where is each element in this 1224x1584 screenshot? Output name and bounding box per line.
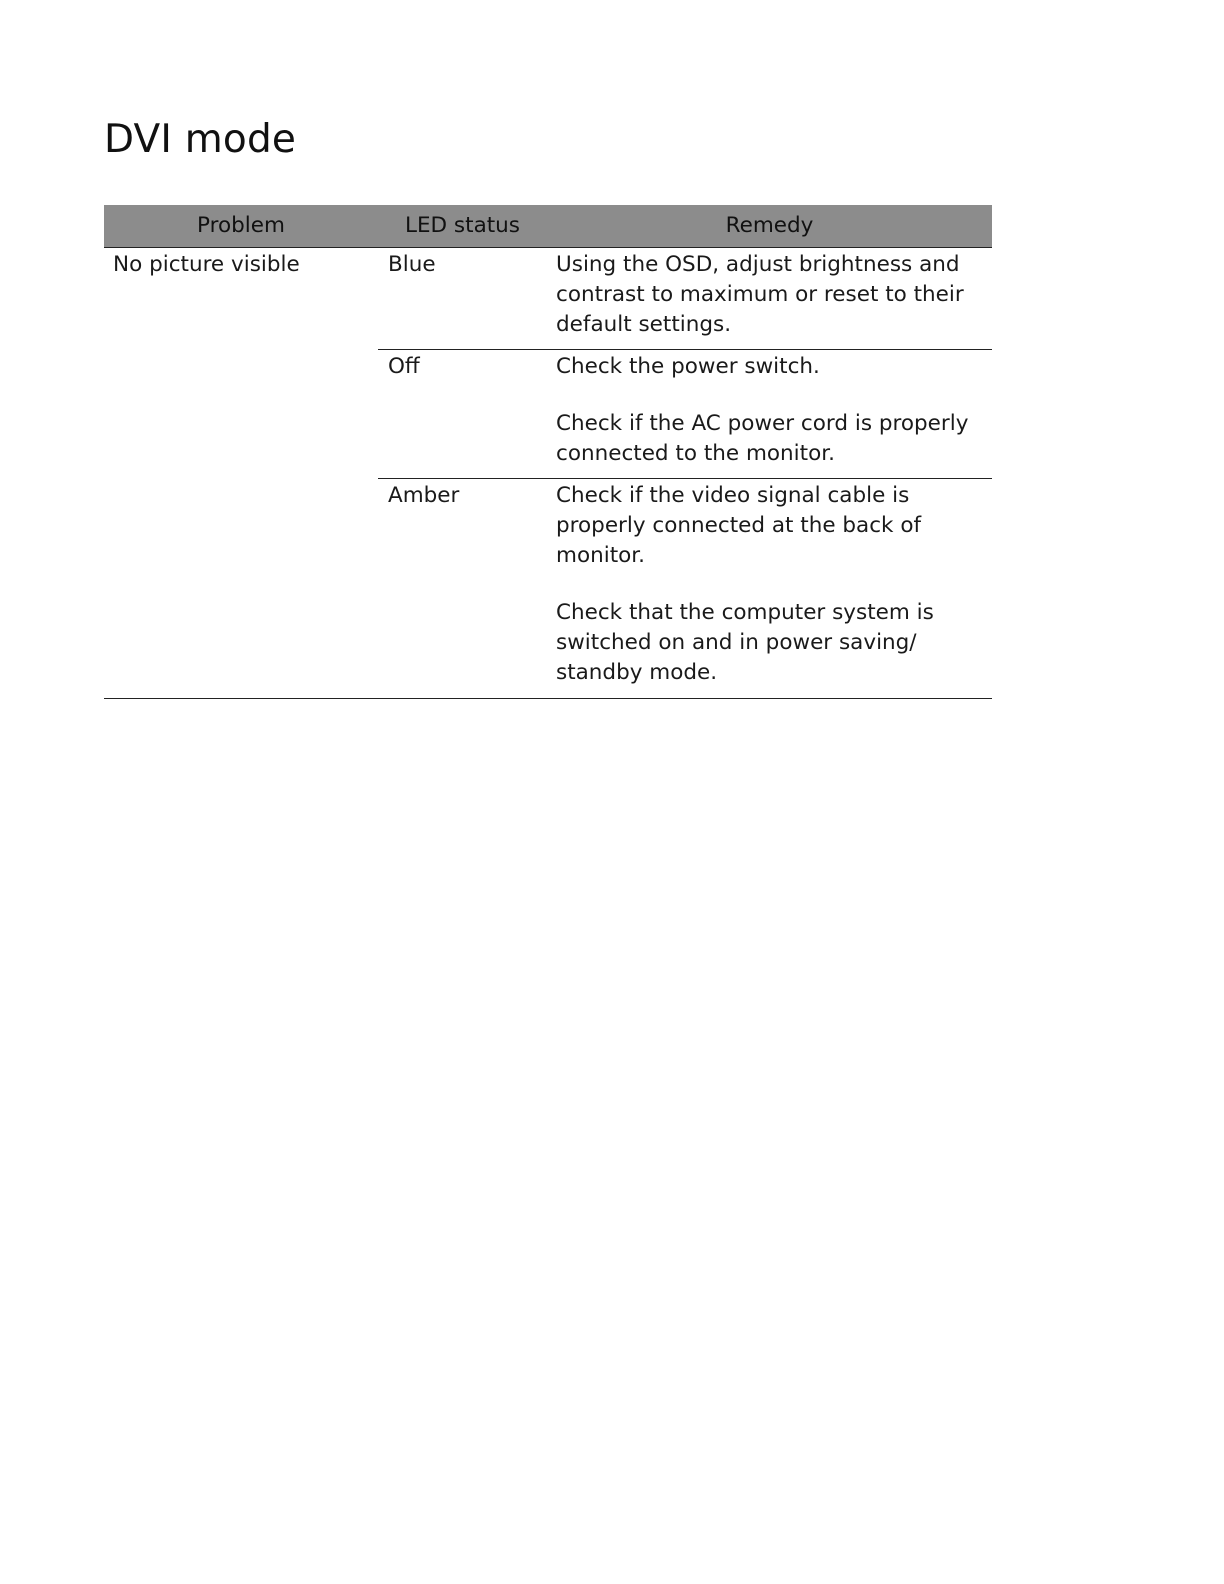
- table-header: [104, 205, 992, 248]
- problem-text: No picture visible: [113, 252, 300, 277]
- led-status-cell: [378, 248, 547, 350]
- led-status-cell: [378, 350, 547, 479]
- remedy-text: Check that the computer system is switched on and in power saving/ standby mode.: [556, 600, 934, 685]
- remedy-cell: [547, 248, 992, 350]
- led-status-text: Amber: [388, 483, 460, 508]
- remedy-cell: [547, 479, 992, 699]
- led-status-text: Blue: [388, 252, 436, 277]
- header-led-status: LED status: [378, 205, 547, 248]
- remedy-text: Check if the AC power cord is properly connected to the monitor.: [556, 411, 969, 466]
- header-problem: Problem: [104, 205, 378, 248]
- led-status-cell: [378, 479, 547, 699]
- remedy-text: Using the OSD, adjust brightness and contrast to maximum or reset to their default settings.: [556, 252, 964, 337]
- troubleshooting-table: [104, 205, 992, 699]
- remedy-cell: [547, 350, 992, 479]
- led-status-text: Off: [388, 354, 420, 379]
- header-remedy: Remedy: [547, 205, 992, 248]
- remedy-text: Check if the video signal cable is properly connected at the back of monitor.: [556, 483, 922, 568]
- page-content: [104, 112, 992, 685]
- table-row: [104, 248, 992, 350]
- page-title: DVI mode: [104, 117, 297, 162]
- header-row: [104, 205, 992, 248]
- remedy-text: Check the power switch.: [556, 354, 820, 379]
- table-body: [104, 248, 992, 699]
- problem-cell: [104, 248, 378, 699]
